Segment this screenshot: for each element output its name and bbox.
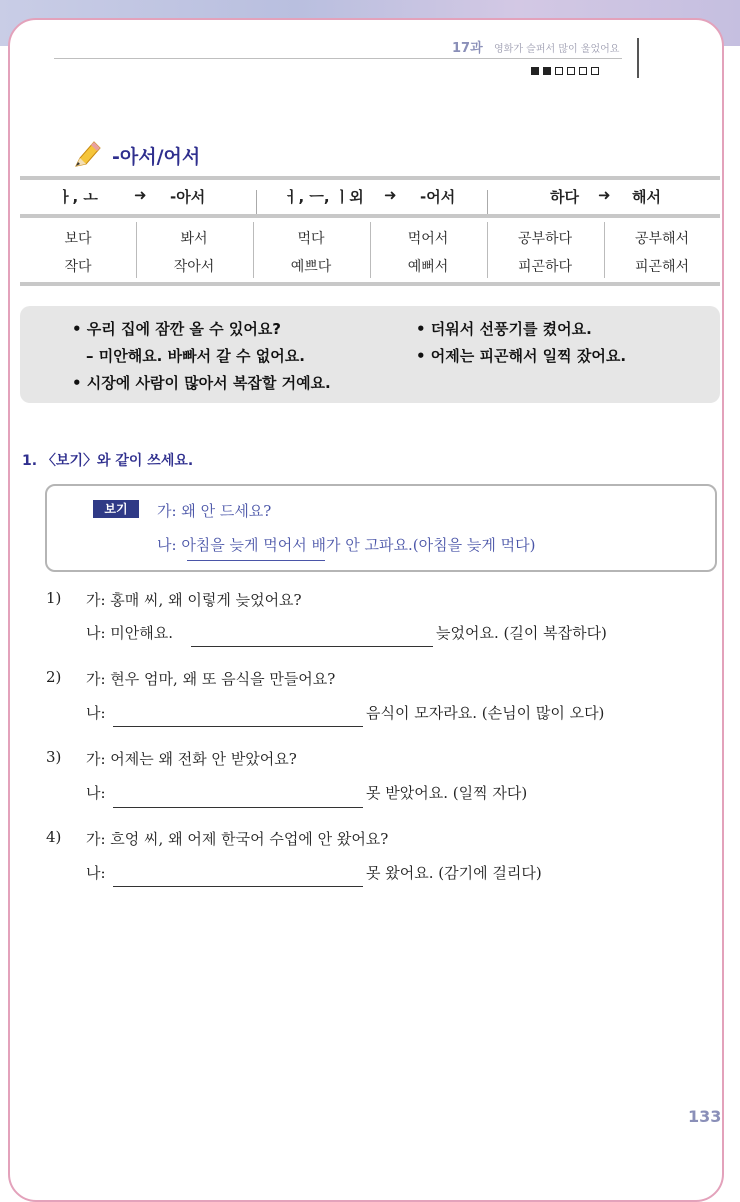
table-cell: 피곤하다 — [517, 259, 573, 275]
table-cell: 예뻐서 — [407, 259, 449, 275]
progress-square — [591, 67, 599, 75]
rule-3-word: 하다 — [550, 188, 579, 206]
example-sentences-box — [20, 306, 720, 403]
conjugation-examples — [20, 218, 720, 286]
exercise-title: 1. 〈보기〉와 같이 쓰세요. — [22, 453, 194, 469]
column-divider — [370, 222, 371, 278]
table-cell: 보다 — [64, 231, 92, 247]
model-example-box — [45, 484, 717, 572]
table-cell: 먹다 — [297, 231, 325, 247]
header-vertical-rule — [637, 38, 639, 78]
example-question: 가: 왜 안 드세요? — [157, 502, 272, 520]
table-cell: 공부하다 — [517, 231, 573, 247]
pencil-icon — [70, 138, 102, 170]
rule-1-ending: -아서 — [170, 188, 206, 206]
item-question: 가: 현우 엄마, 왜 또 음식을 만들어요? — [86, 670, 336, 688]
progress-square — [531, 67, 539, 75]
column-divider — [604, 222, 605, 278]
item-number: 2) — [46, 668, 62, 686]
progress-square — [555, 67, 563, 75]
conjugation-rules-header — [20, 176, 720, 218]
item-question: 가: 흐엉 씨, 왜 어제 한국어 수업에 안 왔어요? — [86, 830, 389, 848]
example-sentence: • 시장에 사람이 많아서 복잡할 거예요. — [72, 374, 331, 392]
lesson-title: 영화가 슬퍼서 많이 울었어요 — [494, 44, 620, 55]
example-answer-prefix: 나: — [157, 536, 182, 554]
table-cell: 예쁘다 — [290, 259, 332, 275]
table-cell: 피곤해서 — [634, 259, 690, 275]
answer-blank[interactable] — [113, 807, 363, 808]
rule-2-vowels: ㅓ, ㅡ, ㅣ외 — [284, 188, 364, 206]
column-divider — [253, 222, 254, 278]
rule-2-ending: -어서 — [420, 188, 456, 206]
item-answer-prefix: 나: — [86, 704, 106, 722]
arrow-icon: ➜ — [598, 186, 611, 204]
column-divider — [487, 190, 488, 214]
item-answer-prefix: 나: — [86, 864, 106, 882]
item-answer-suffix: 음식이 모자라요. (손님이 많이 오다) — [366, 704, 605, 722]
example-sentence: – 미안해요. 바빠서 갈 수 없어요. — [86, 347, 305, 365]
table-cell: 먹어서 — [407, 231, 449, 247]
item-answer-prefix: 나: 미안해요. — [86, 624, 174, 642]
progress-indicator — [531, 67, 599, 75]
table-cell: 봐서 — [180, 231, 208, 247]
example-answer — [157, 534, 535, 555]
item-number: 4) — [46, 828, 62, 846]
answer-blank[interactable] — [113, 886, 363, 887]
column-divider — [487, 222, 488, 278]
item-question: 가: 홍매 씨, 왜 이렇게 늦었어요? — [86, 591, 302, 609]
example-sentence: • 우리 집에 잠깐 올 수 있어요? — [72, 320, 282, 338]
column-divider — [136, 222, 137, 278]
item-answer-prefix: 나: — [86, 784, 106, 802]
example-badge: 보기 — [93, 500, 139, 518]
example-answer-rest: 배가 안 고파요.(아침을 늦게 먹다) — [306, 536, 536, 554]
rule-3-ending: 해서 — [632, 188, 661, 206]
conjugation-table — [20, 176, 720, 286]
table-cell: 작다 — [64, 259, 92, 275]
arrow-icon: ➜ — [384, 186, 397, 204]
table-cell: 공부해서 — [634, 231, 690, 247]
table-cell: 작아서 — [173, 259, 215, 275]
example-answer-underline — [187, 560, 325, 561]
lesson-number: 17과 — [452, 41, 483, 56]
item-question: 가: 어제는 왜 전화 안 받았어요? — [86, 750, 297, 768]
header-divider — [54, 58, 622, 59]
rule-1-vowels: ㅏ, ㅗ — [58, 188, 98, 206]
item-answer-suffix: 늦었어요. (길이 복잡하다) — [436, 624, 607, 642]
item-answer-suffix: 못 받았어요. (일찍 자다) — [366, 784, 528, 802]
answer-blank[interactable] — [113, 726, 363, 727]
column-divider — [256, 190, 257, 214]
progress-square — [579, 67, 587, 75]
item-number: 1) — [46, 589, 62, 607]
example-answer-target: 아침을 늦게 먹어서 — [181, 536, 307, 554]
example-sentence: • 어제는 피곤해서 일찍 잤어요. — [416, 347, 627, 365]
page-number: 133 — [688, 1107, 722, 1126]
progress-square — [543, 67, 551, 75]
item-number: 3) — [46, 748, 62, 766]
item-answer-suffix: 못 왔어요. (감기에 걸리다) — [366, 864, 542, 882]
example-sentence: • 더워서 선풍기를 켰어요. — [416, 320, 592, 338]
grammar-title: -아서/어서 — [112, 146, 201, 168]
answer-blank[interactable] — [191, 646, 433, 647]
progress-square — [567, 67, 575, 75]
arrow-icon: ➜ — [134, 186, 147, 204]
